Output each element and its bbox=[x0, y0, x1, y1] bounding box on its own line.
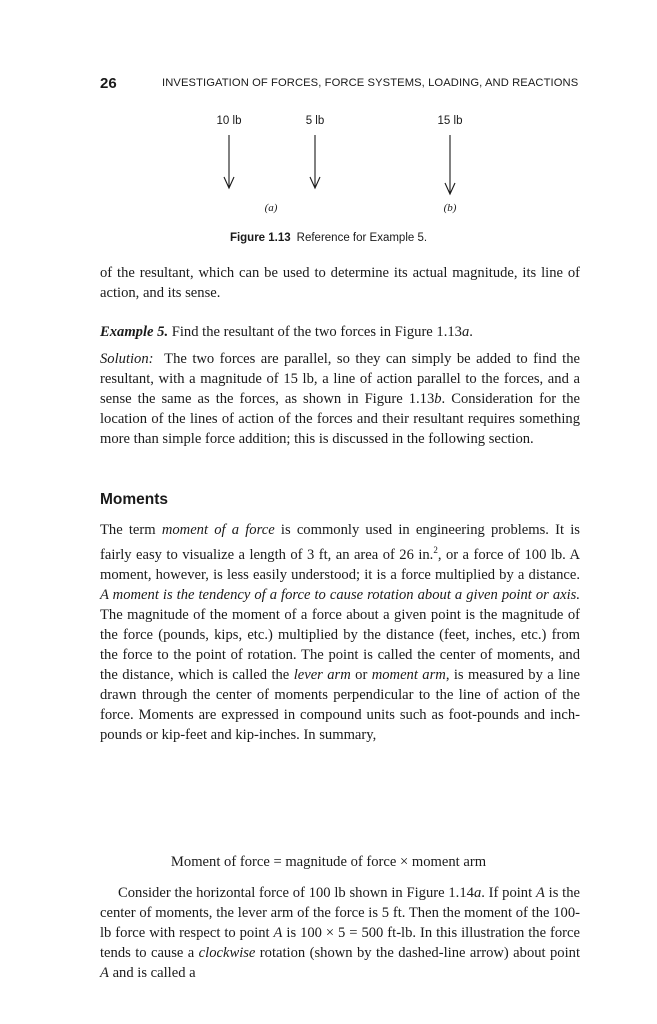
caption-text: Reference for Example 5. bbox=[296, 232, 428, 244]
figure-caption bbox=[0, 232, 657, 244]
example-paragraph: Example 5. Find the resultant of the two forces in Figure 1.13a. bbox=[100, 324, 473, 340]
running-head: INVESTIGATION OF FORCES, FORCE SYSTEMS, LOADING, AND REACTIONS bbox=[162, 77, 579, 89]
consider-paragraph: Consider the horizontal force of 100 lb shown in Figure 1.14a. If point A is the center of moments, the lever arm of the force is 5 ft. Then the moment of the 100-lb force with respect to point A is 100 × 5 = 500 ft-lb. In this illustration the force tends to cause a clockwise rotation (shown by the dashed-line arrow) about point A and is called a bbox=[100, 885, 581, 981]
solution-paragraph: Solution: The two forces are parallel, so they can simply be added to find the resultant, with a magnitude of 15 lb, a line of action parallel to the forces, and a sense the same as the forces, as shown in Figure 1.13b. Consideration for the location of the lines of action of the forces and their resultant requires something more than simple force addition; this is discussed in the following section. bbox=[100, 351, 580, 447]
solution-label: Solution: bbox=[100, 351, 154, 367]
page-number: 26 bbox=[100, 75, 117, 92]
moments-paragraph: The term moment of a force is commonly used in engineering problems. It is fairly easy to visualize a length of 3 ft, an area of 26 in.$^2$, or a force of 100 lb. A moment, however, is less easily understood; it is a force multiplied by a distance. A moment is the tendency of a force to cause rotation about a given point or axis. The magnitude of the moment of a force about a given point is the magnitude of the force (pounds, kips, etc.) multiplied by the distance (feet, inches, etc.) from the force to the point of rotation. The point is called the center of moments, and the distance, which is called the lever arm or moment arm, is measured by a line drawn through the center of moments perpendicular to the line of action of the force. Moments are expressed in compound units such as foot-pounds and inch-pounds or kip-feet and kip-inches. In summary, bbox=[100, 522, 580, 743]
running-header bbox=[100, 75, 580, 95]
moment-equation: Moment of force = magnitude of force × moment arm bbox=[170, 854, 487, 870]
force-label-15lb: 15 lb bbox=[437, 115, 463, 127]
force-label-10lb: 10 lb bbox=[216, 115, 242, 127]
sublabel-a: (a) bbox=[264, 202, 278, 214]
intro-paragraph: of the resultant, which can be used to determine its actual magnitude, its line of action, and its sense. bbox=[100, 265, 580, 301]
force-label-5lb: 5 lb bbox=[305, 115, 325, 127]
caption-number: Figure 1.13 bbox=[229, 232, 291, 244]
sublabel-b: (b) bbox=[443, 202, 457, 214]
example-label: Example 5. bbox=[100, 324, 169, 340]
section-heading-moments: Moments bbox=[100, 491, 169, 508]
